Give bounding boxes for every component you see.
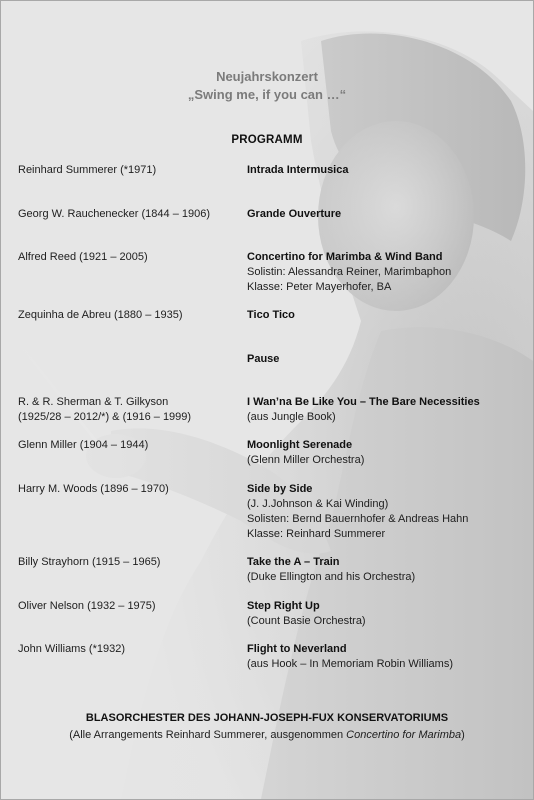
arrangements-note-exception: Concertino for Marimba	[346, 729, 462, 741]
program-piece-note: (Count Basie Orchestra)	[247, 615, 366, 627]
program-piece-title: Tico Tico	[247, 309, 295, 321]
program-piece	[247, 308, 527, 323]
program-piece-title: Pause	[247, 353, 280, 365]
program-piece	[247, 207, 527, 222]
program-piece	[247, 482, 527, 542]
program-piece-note: (aus Hook – In Memoriam Robin Williams)	[247, 658, 453, 670]
program-piece-note: (J. J.Johnson & Kai Winding)	[247, 498, 389, 510]
program-piece-note: (Glenn Miller Orchestra)	[247, 454, 365, 466]
program-piece-title: Intrada Intermusica	[247, 164, 349, 176]
arrangements-note-suffix: )	[461, 729, 465, 741]
program-composer: Billy Strayhorn (1915 – 1965)	[18, 556, 161, 568]
program-composer: Alfred Reed (1921 – 2005)	[18, 251, 148, 263]
program-piece	[247, 250, 527, 295]
program-piece-title: I Wan’na Be Like You – The Bare Necessities	[247, 396, 480, 408]
program-piece-title: Flight to Neverland	[247, 643, 347, 655]
program-piece-note: Klasse: Reinhard Summerer	[247, 528, 386, 540]
program-piece-note: Klasse: Peter Mayerhofer, BA	[247, 281, 392, 293]
program-piece	[247, 438, 527, 468]
program-composer: Glenn Miller (1904 – 1944)	[18, 439, 149, 451]
program-piece-title: Moonlight Serenade	[247, 439, 353, 451]
arrangements-note-prefix: (Alle Arrangements Reinhard Summerer, ausgenommen	[69, 729, 347, 741]
concert-title: Neujahrskonzert	[216, 69, 318, 84]
program-composer: Harry M. Woods (1896 – 1970)	[18, 483, 169, 495]
program-piece-title: Concertino for Marimba & Wind Band	[247, 251, 443, 263]
program-piece-note: (Duke Ellington and his Orchestra)	[247, 571, 416, 583]
program-piece-note: Solisten: Bernd Bauernhofer & Andreas Hahn	[247, 513, 469, 525]
program-piece-note: Solistin: Alessandra Reiner, Marimbaphon	[247, 266, 452, 278]
program-piece	[247, 599, 527, 629]
program-piece	[247, 642, 527, 672]
program-piece	[247, 352, 527, 367]
program-piece	[247, 163, 527, 178]
program-piece-note: (aus Jungle Book)	[247, 411, 336, 423]
program-composer: Zequinha de Abreu (1880 – 1935)	[18, 309, 183, 321]
program-piece-title: Grande Ouverture	[247, 208, 342, 220]
arrangements-note	[1, 729, 533, 741]
program-composer: Oliver Nelson (1932 – 1975)	[18, 600, 156, 612]
program-composer: Reinhard Summerer (*1971)	[18, 164, 157, 176]
ensemble-name: BLASORCHESTER DES JOHANN-JOSEPH-FUX KONSERVATORIUMS	[85, 712, 449, 724]
program-heading: PROGRAMM	[231, 134, 303, 146]
program-composer: Georg W. Rauchenecker (1844 – 1906)	[18, 208, 211, 220]
concert-subtitle: „Swing me, if you can …“	[187, 87, 347, 102]
program-piece	[247, 555, 527, 585]
program-composer: John Williams (*1932)	[18, 643, 125, 655]
program-piece	[247, 395, 527, 425]
program-piece-title: Side by Side	[247, 483, 313, 495]
program-piece-title: Take the A – Train	[247, 556, 340, 568]
program-piece-title: Step Right Up	[247, 600, 320, 612]
program-composer: R. & R. Sherman & T. Gilkyson (1925/28 – 2012/*) & (1916 – 1999)	[18, 396, 192, 423]
